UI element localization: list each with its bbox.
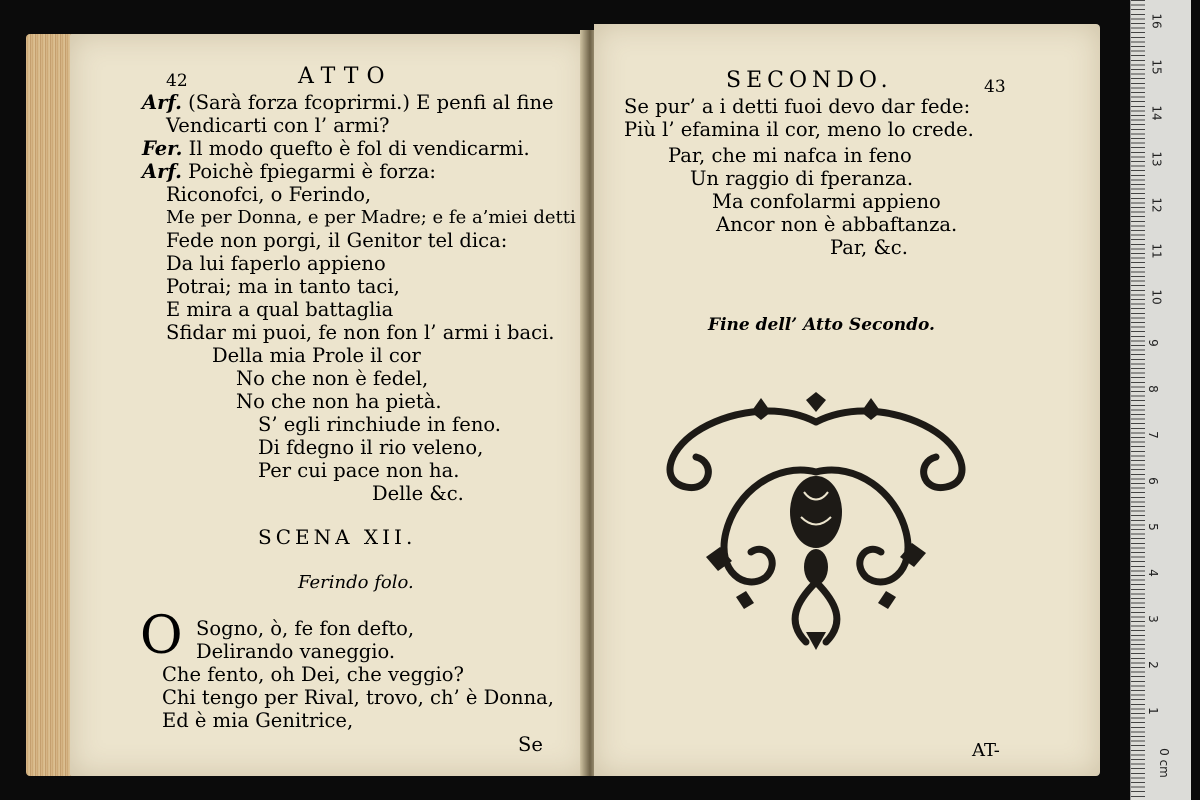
scene-line: Chi tengo per Rival, trovo, ch’ è Donna, xyxy=(162,686,554,709)
scene-line: Delirando vaneggio. xyxy=(196,640,396,663)
line-text: (Sarà forza fcoprirmi.) E penfi al fine xyxy=(188,91,554,114)
dialogue-line: Riconofci, o Ferindo, xyxy=(166,183,372,206)
aria-repeat-mark: Par, &c. xyxy=(830,236,908,259)
dialogue-line xyxy=(142,161,436,183)
ruler-label: 9 xyxy=(1145,339,1160,347)
scene-subtitle: Ferindo folo. xyxy=(298,572,414,593)
ruler-label: 8 xyxy=(1145,385,1160,393)
scene-line: Sogno, ò, fe fon defto, xyxy=(196,617,415,640)
ruler-label: 12 xyxy=(1149,197,1164,213)
dialogue-line: Fede non porgi, il Genitor tel dica: xyxy=(166,229,508,252)
ruler-label: 11 xyxy=(1149,243,1164,259)
aria-line: S’ egli rinchiude in feno. xyxy=(258,413,501,436)
ruler-label: 7 xyxy=(1145,431,1160,439)
aria-repeat-mark: Delle &c. xyxy=(372,482,464,505)
aria-line: Un raggio di fperanza. xyxy=(690,167,914,190)
aria-line: Ancor non è abbaftanza. xyxy=(716,213,958,236)
ruler-label: 1 xyxy=(1145,707,1160,715)
dialogue-line: Me per Donna, e per Madre; e fe a’miei detti xyxy=(166,207,576,228)
speaker-abbr: Arf. xyxy=(142,160,182,183)
scene-line: Che fento, oh Dei, che veggio? xyxy=(162,663,464,686)
dialogue-line: Da lui faperlo appieno xyxy=(166,252,386,275)
dialogue-line xyxy=(142,92,554,114)
dialogue-line: Sfidar mi puoi, fe non fon l’ armi i baci. xyxy=(166,321,555,344)
aria-line: Par, che mi nafca in feno xyxy=(668,144,912,167)
dialogue-line: Più l’ efamina il cor, meno lo crede. xyxy=(624,118,974,141)
end-of-act-note: Fine dell’ Atto Secondo. xyxy=(708,315,935,335)
ruler-label: 0 cm xyxy=(1156,748,1171,778)
aria-line: Per cui pace non ha. xyxy=(258,459,460,482)
left-running-header: ATTO xyxy=(298,64,393,89)
speaker-abbr: Arf. xyxy=(142,91,182,114)
ruler-ticks xyxy=(1131,0,1145,800)
ruler-label: 6 xyxy=(1145,477,1160,485)
right-page-number: 43 xyxy=(984,77,1006,97)
ruler-label: 5 xyxy=(1145,523,1160,531)
dialogue-line: Vendicarti con l’ armi? xyxy=(166,114,390,137)
scene-line: Ed è mia Genitrice, xyxy=(162,709,354,732)
ruler-label: 4 xyxy=(1145,569,1160,577)
right-catchword: AT- xyxy=(972,740,1000,761)
ruler-label: 15 xyxy=(1149,59,1164,75)
ruler-label: 13 xyxy=(1149,151,1164,167)
aria-line: Di fdegno il rio veleno, xyxy=(258,436,484,459)
right-running-header: SECONDO. xyxy=(726,68,893,93)
ruler-label: 16 xyxy=(1149,13,1164,29)
dialogue-line: Potrai; ma in tanto taci, xyxy=(166,275,400,298)
aria-line: Della mia Prole il cor xyxy=(212,344,421,367)
dialogue-line: E mira a qual battaglia xyxy=(166,298,394,321)
scene-title: SCENA XII. xyxy=(258,525,417,549)
line-text: Poichè fpiegarmi è forza: xyxy=(188,160,436,183)
ruler-label: 10 xyxy=(1149,289,1164,305)
ruler-label: 3 xyxy=(1145,615,1160,623)
left-catchword: Se xyxy=(518,733,543,756)
ruler-label: 14 xyxy=(1149,105,1164,121)
dialogue-line: Se pur’ a i detti fuoi devo dar fede: xyxy=(624,95,971,118)
aria-line: Ma confolarmi appieno xyxy=(712,190,941,213)
floral-ornament-icon xyxy=(656,392,976,654)
ruler-label: 2 xyxy=(1145,661,1160,669)
aria-line: No che non è fedel, xyxy=(236,367,429,390)
dialogue-line xyxy=(142,138,530,160)
line-text: Il modo quefto è fol di vendicarmi. xyxy=(188,137,530,160)
aria-line: No che non ha pietà. xyxy=(236,390,442,413)
speaker-abbr: Fer. xyxy=(142,137,183,160)
measuring-ruler xyxy=(1130,0,1191,800)
left-page-number: 42 xyxy=(166,71,188,91)
drop-cap: O xyxy=(140,606,183,666)
